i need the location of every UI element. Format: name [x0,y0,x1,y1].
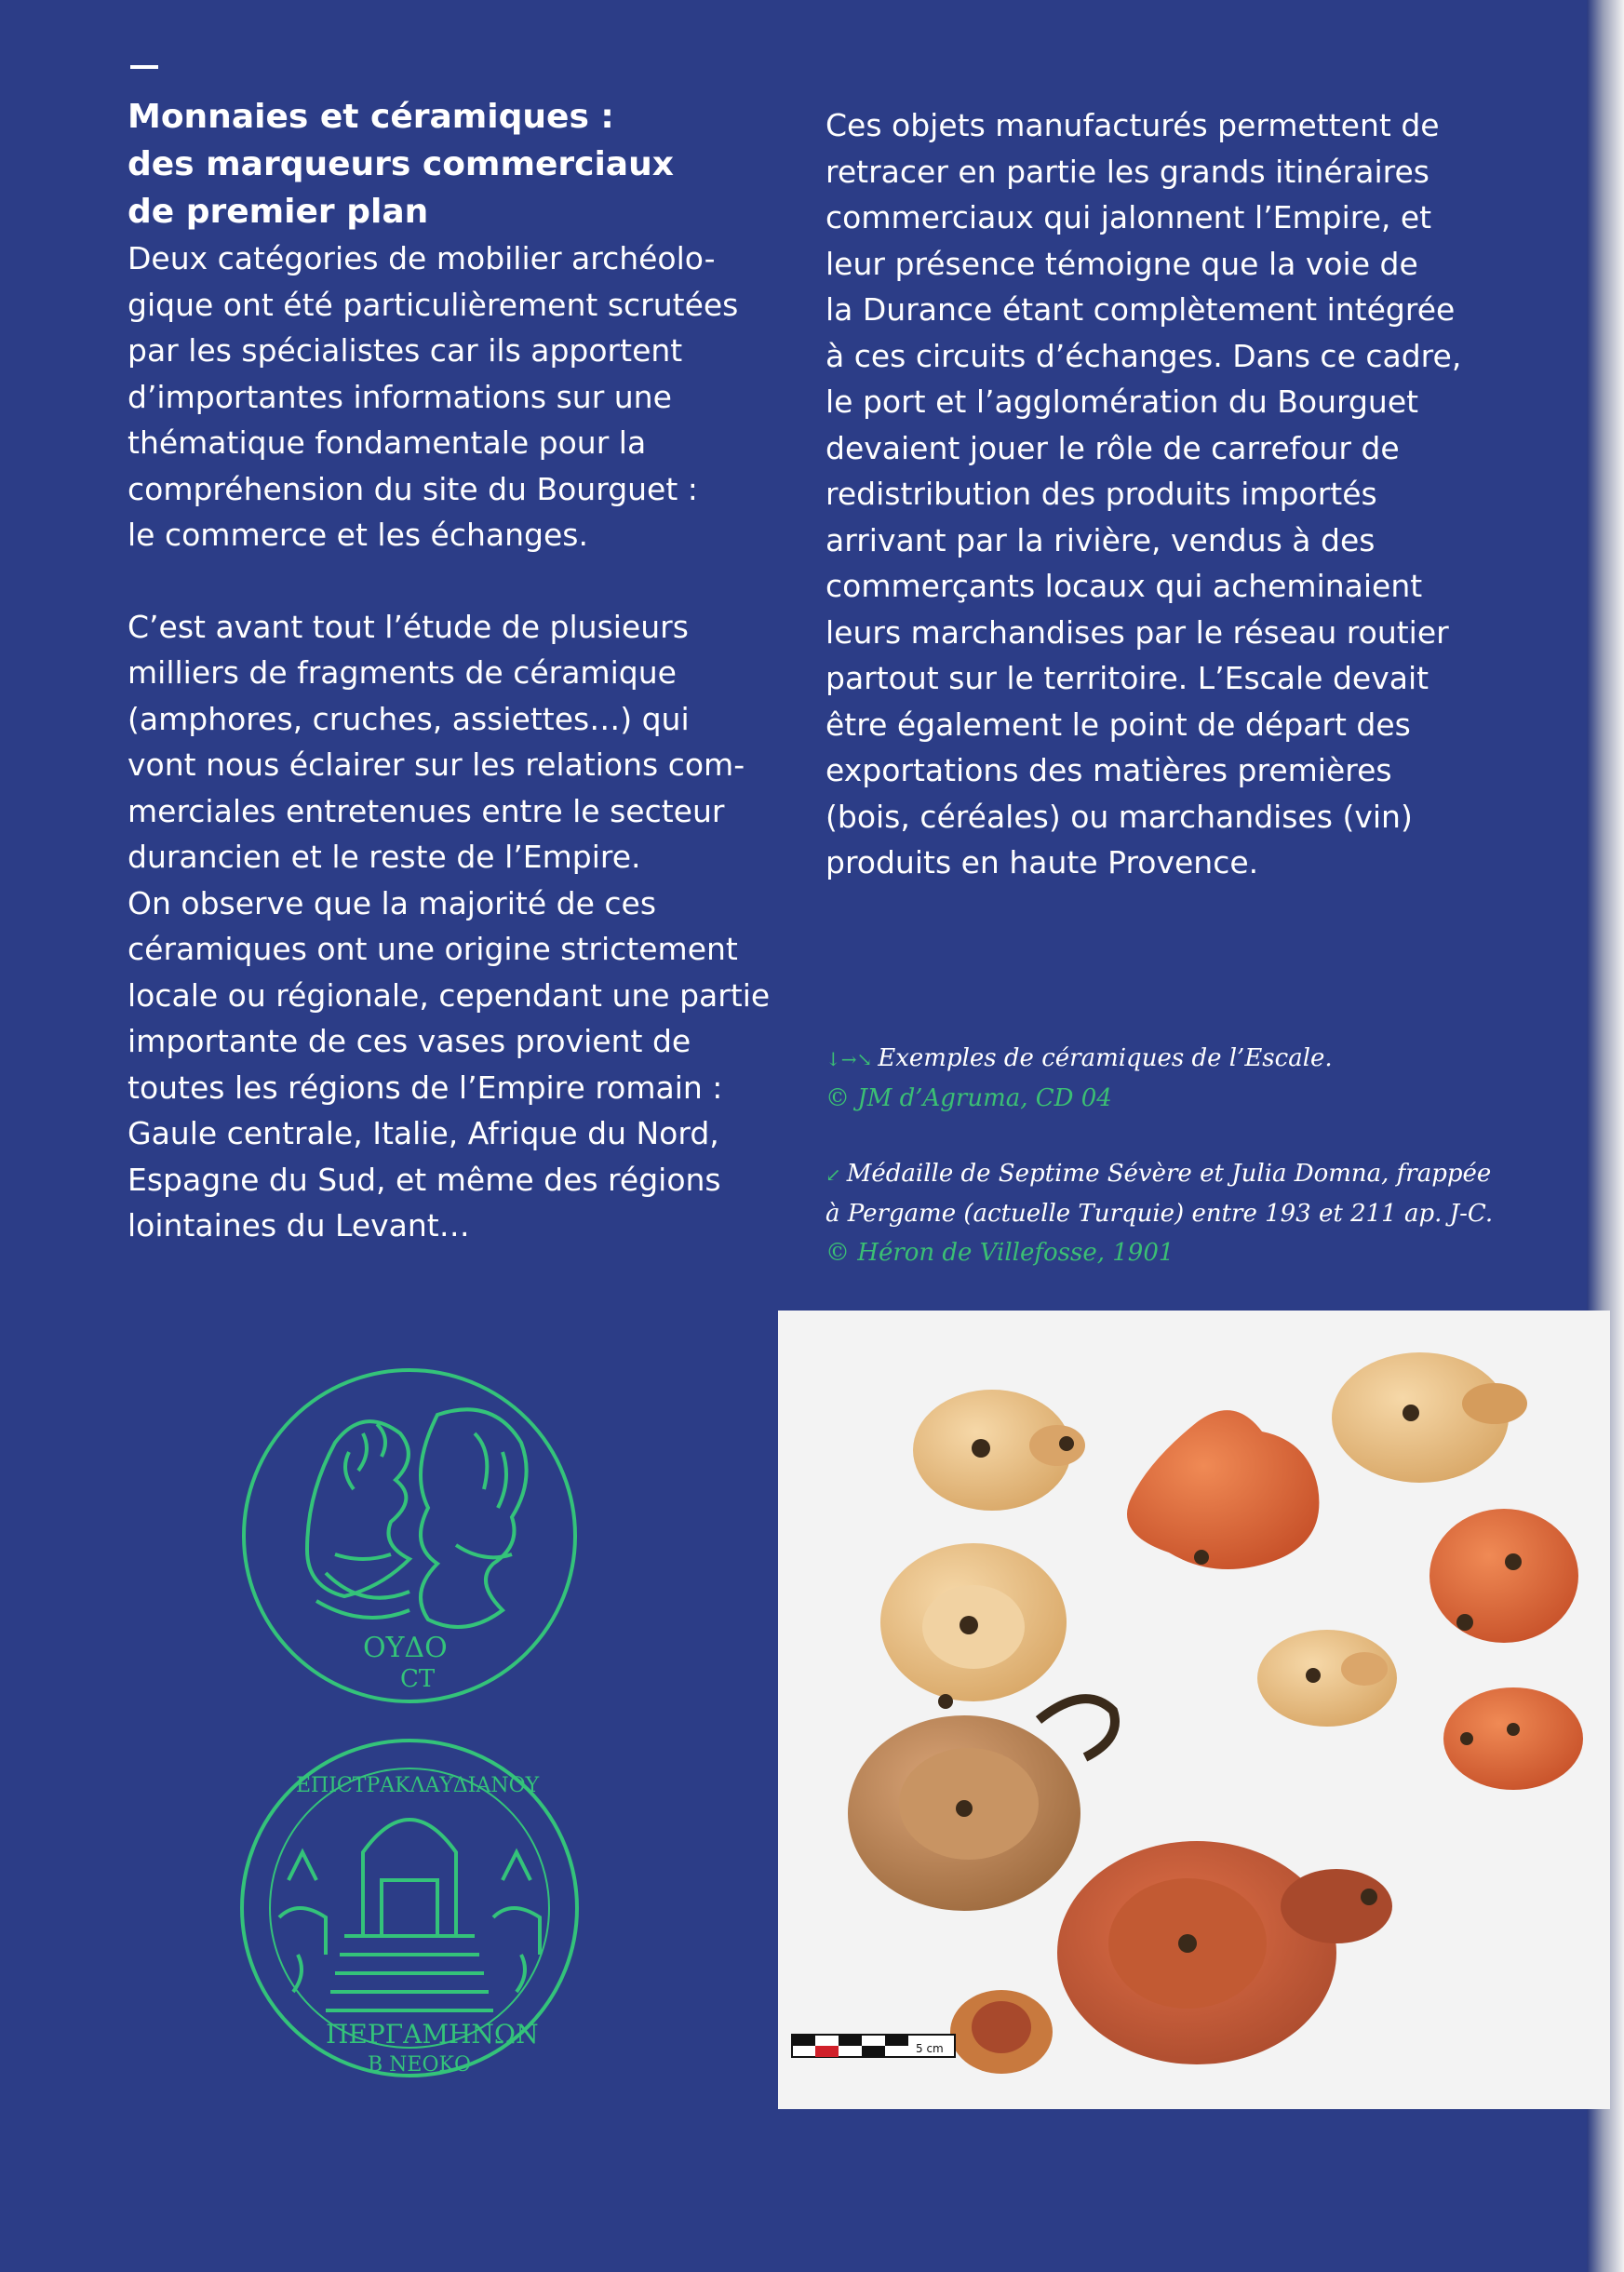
text-line: lointaines du Levant… [128,1207,470,1244]
text-line: importante de ces vases provient de [128,1023,691,1059]
text-line: (amphores, cruches, assiettes…) qui [128,700,690,737]
text-line: gique ont été particulièrement scrutées [128,286,739,323]
oil-lamp [1429,1509,1578,1643]
medal-reverse [242,1741,577,2077]
photo-credit: © JM d’Agruma, CD 04 [825,1084,1112,1112]
heading-line: Monnaies et céramiques : [128,98,614,136]
obverse-inscription: CT [400,1665,436,1693]
text-line: le port et l’agglomération du Bourguet [825,383,1419,420]
lamp-fragment [950,1990,1053,2074]
text-line: redistribution des produits importés [825,476,1377,512]
text-line: être également le point de départ des [825,706,1411,743]
section-dash [130,65,158,69]
text-line: devaient jouer le rôle de carrefour de [825,429,1400,466]
medal-svg [223,1359,596,2104]
text-line: Deux catégories de mobilier archéolo- [128,240,716,276]
text-line: thématique fondamentale pour la [128,424,647,461]
oil-lamp [1332,1352,1527,1483]
oil-lamps-illustration [778,1311,1610,2109]
oil-lamp [880,1543,1067,1709]
text-line: Gaule centrale, Italie, Afrique du Nord, [128,1115,719,1151]
caption-medal [825,1154,1533,1272]
text-line: leurs marchandises par le réseau routier [825,613,1449,651]
heading-line: des marqueurs commerciaux [128,145,674,183]
medal-illustration [223,1359,596,2104]
oil-lamp [1443,1687,1583,1790]
image-credit: © Héron de Villefosse, 1901 [825,1239,1174,1267]
text-line: partout sur le territoire. L’Escale devait [825,660,1429,696]
text-line: commerciaux qui jalonnent l’Empire, et [825,199,1432,235]
oil-lamp [848,1699,1115,1911]
text-line: produits en haute Provence. [825,844,1259,881]
arrow-down-left-icon: ↙ [825,1163,841,1186]
heading-line: de premier plan [128,193,429,231]
text-line: la Durance étant complètement intégrée [825,291,1456,328]
right-column [825,102,1496,886]
text-line: merciales entretenues entre le secteur [128,792,725,829]
text-line: toutes les régions de l’Empire romain : [128,1069,723,1106]
caption-ceramics [825,1039,1533,1118]
text-line: compréhension du site du Bourguet : [128,470,698,507]
text-line: vont nous éclairer sur les relations com- [128,746,745,783]
text-line: leur présence témoigne que la voie de [825,245,1418,282]
text-line: par les spécialistes car ils apportent [128,332,683,369]
reverse-inscription: ΠΕΡΓΑΜΗΝΩΝ [326,2019,539,2050]
paragraph-categories [128,235,798,558]
text-line: On observe que la majorité de ces [128,884,657,921]
caption-text: à Pergame (actuelle Turquie) entre 193 et 211 ap. J-C. [825,1200,1494,1228]
text-line: retracer en partie les grands itinéraires [825,153,1429,190]
oil-lamp [1257,1630,1397,1727]
text-line: Espagne du Sud, et même des régions [128,1161,721,1198]
scale-label: 5 cm [916,2042,944,2055]
section-heading [128,93,798,235]
text-line: à ces circuits d’échanges. Dans ce cadre, [825,337,1462,374]
paragraph-trade-routes [825,102,1496,886]
caption-text: Exemples de céramiques de l’Escale. [878,1044,1333,1072]
text-line: C’est avant tout l’étude de plusieurs [128,608,689,645]
text-line: locale ou régionale, cependant une partie [128,976,771,1014]
oil-lamp [1057,1841,1392,2064]
oil-lamp [913,1390,1085,1511]
text-line: céramiques ont une origine strictement [128,931,738,967]
text-line: le commerce et les échanges. [128,517,588,553]
paragraph-origins [128,881,798,1249]
medal-obverse [244,1370,575,1701]
obverse-inscription: ΟΥΔΟ [363,1632,448,1664]
text-line: exportations des matières premières [825,752,1392,788]
scale-bar [792,2035,955,2057]
reverse-inscription: ΕΠΙCΤΡΑΚΛΑΥΔΙΑΝΟΥ [296,1774,540,1797]
text-line: d’importantes informations sur une [128,378,672,415]
left-column [128,93,798,1249]
oil-lamp [1127,1410,1319,1569]
text-line: durancien et le reste de l’Empire. [128,839,641,875]
caption-text: Médaille de Septime Sévère et Julia Domna, frappée [846,1160,1492,1188]
arrows-icon: ↓→↘ [825,1048,873,1070]
reverse-inscription: Β ΝΕΟΚΟ [368,2053,471,2077]
text-line: Ces objets manufacturés permettent de [825,107,1440,143]
text-line: milliers de fragments de céramique [128,654,677,691]
text-line: arrivant par la rivière, vendus à des [825,521,1376,558]
text-line: commerçants locaux qui acheminaient [825,568,1423,604]
text-line: (bois, céréales) ou marchandises (vin) [825,798,1413,835]
paragraph-ceramics-study [128,604,798,881]
ceramics-photo [778,1311,1610,2109]
